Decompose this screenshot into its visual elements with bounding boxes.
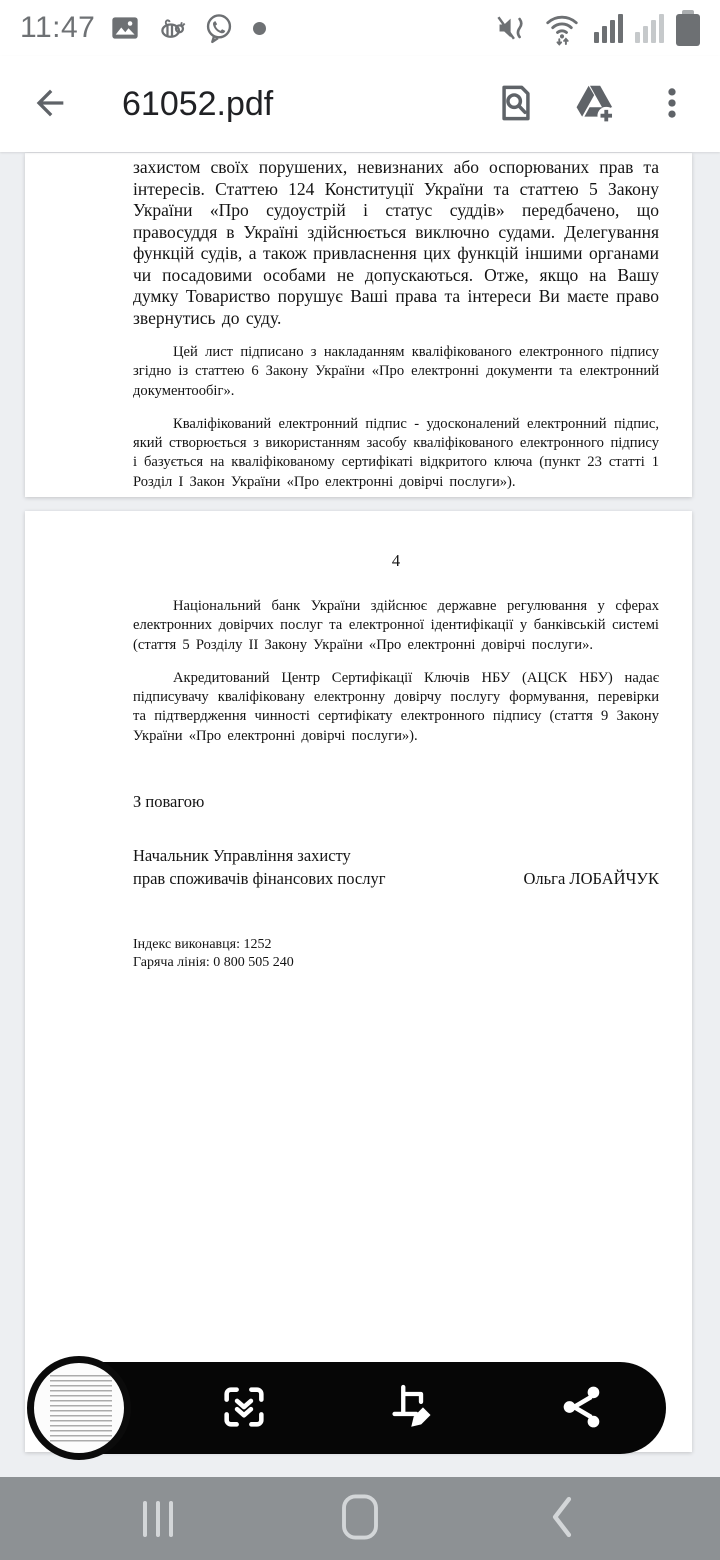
recents-button[interactable] [123,1489,193,1549]
notification-dot [253,22,266,35]
search-in-document-icon [494,81,538,128]
viber-icon [203,12,235,44]
page3-paragraph-main: захистом своїх порушених, невизнаних або оспорюваних прав та інтересів. Статтею 124 Конституції України та статтею 5 Закону України «Про судоустрій і статус суддів» передбачено, що правосуддя в Україні здійснюється виключно судами. Делегування функцій судів, а також привласнення цих функцій іншими органами чи посадовими особами не допускаються. Отже, якщо на Вашу думку Товариство порушує Ваші права та інтереси Ви маєте право звернутись до суду. [133,157,659,328]
add-to-drive-button[interactable] [566,76,622,132]
hotline-number: Гаряча лінія: 0 800 505 240 [133,954,294,970]
recents-icon [143,1501,173,1537]
wifi-arrows-icon [542,10,582,46]
pdf-page-3[interactable] [25,153,692,497]
edit-annotate-button[interactable] [383,1378,443,1438]
page4-paragraph-acsk: Акредитований Центр Сертифікації Ключів НБУ (АЦСК НБУ) надає підписувачу кваліфіковану електронну довірчу послугу формування, перевірки та підтвердження чинності сертифікату електронного підпису (стаття 9 Закону України «Про електронні довірчі послуги»). [133,669,659,744]
page-number: 4 [391,551,401,570]
back-nav-button[interactable] [527,1489,597,1549]
page3-paragraph-signature-note: Цей лист підписано з накладанням кваліфікованого електронного підпису згідно із статтею 6 Закону України «Про електронні документи та електронний документообіг». [133,344,659,399]
toolbar-icons [160,1378,666,1438]
home-button[interactable] [325,1489,395,1549]
status-bar-right [494,10,700,46]
status-bar-left [20,11,266,45]
bee-app-icon [155,12,189,44]
pdf-page-4[interactable] [25,511,692,1452]
gallery-icon [109,12,141,44]
page-thumbnail-button[interactable] [27,1356,131,1460]
navigation-bar [0,1477,720,1560]
signer-name: Ольга ЛОБАЙЧУК [523,869,659,889]
home-icon [340,1493,380,1544]
executor-block [133,936,659,971]
mute-vibrate-icon [494,11,530,45]
search-in-document-button[interactable] [488,76,544,132]
signal-sim2-icon [635,13,664,43]
page-thumbnail-preview [50,1375,112,1443]
signature-block [133,844,659,890]
signer-title-line2: прав споживачів фінансових послуг [133,869,386,889]
page3-paragraph-qes-definition: Кваліфікований електронний підпис - удосконалений електронний підпис, який створюється з використанням засобу кваліфікованого електронного підпису і базується на кваліфікованому сертифікаті відкритого ключа (пункт 23 статті 1 Розділ І Закон України «Про електронні довірчі послуги»). [133,415,659,490]
pdf-viewer[interactable] [0,152,720,1477]
document-title: 61052.pdf [122,84,274,123]
battery-icon [676,10,700,46]
fit-to-screen-icon [218,1381,270,1436]
more-options-icon [653,84,691,125]
edit-annotate-icon [387,1381,439,1436]
closing-salutation: З повагою [133,792,205,812]
signal-sim1-icon [594,13,623,43]
fit-to-screen-button[interactable] [214,1378,274,1438]
more-options-button[interactable] [644,76,700,132]
signer-title-line1: Начальник Управління захисту [133,846,351,866]
add-to-drive-icon [571,80,617,129]
share-button[interactable] [552,1378,612,1438]
back-chevron-icon [547,1495,577,1542]
back-arrow-icon [30,83,70,126]
status-time: 11:47 [20,11,96,44]
executor-index: Індекс виконавця: 1252 [133,937,272,953]
share-icon [557,1382,607,1435]
app-bar-actions [488,76,700,132]
app-bar [0,56,720,152]
status-bar [0,0,720,56]
floating-toolbar [30,1362,666,1454]
back-button[interactable] [26,80,74,128]
page4-paragraph-nbu: Національний банк України здійснює державне регулювання у сферах електронних довірчих послуг та електронної ідентифікації у банківській системі (стаття 5 Розділу ІІ Закону України «Про електронні довірчі послуги». [133,598,659,653]
